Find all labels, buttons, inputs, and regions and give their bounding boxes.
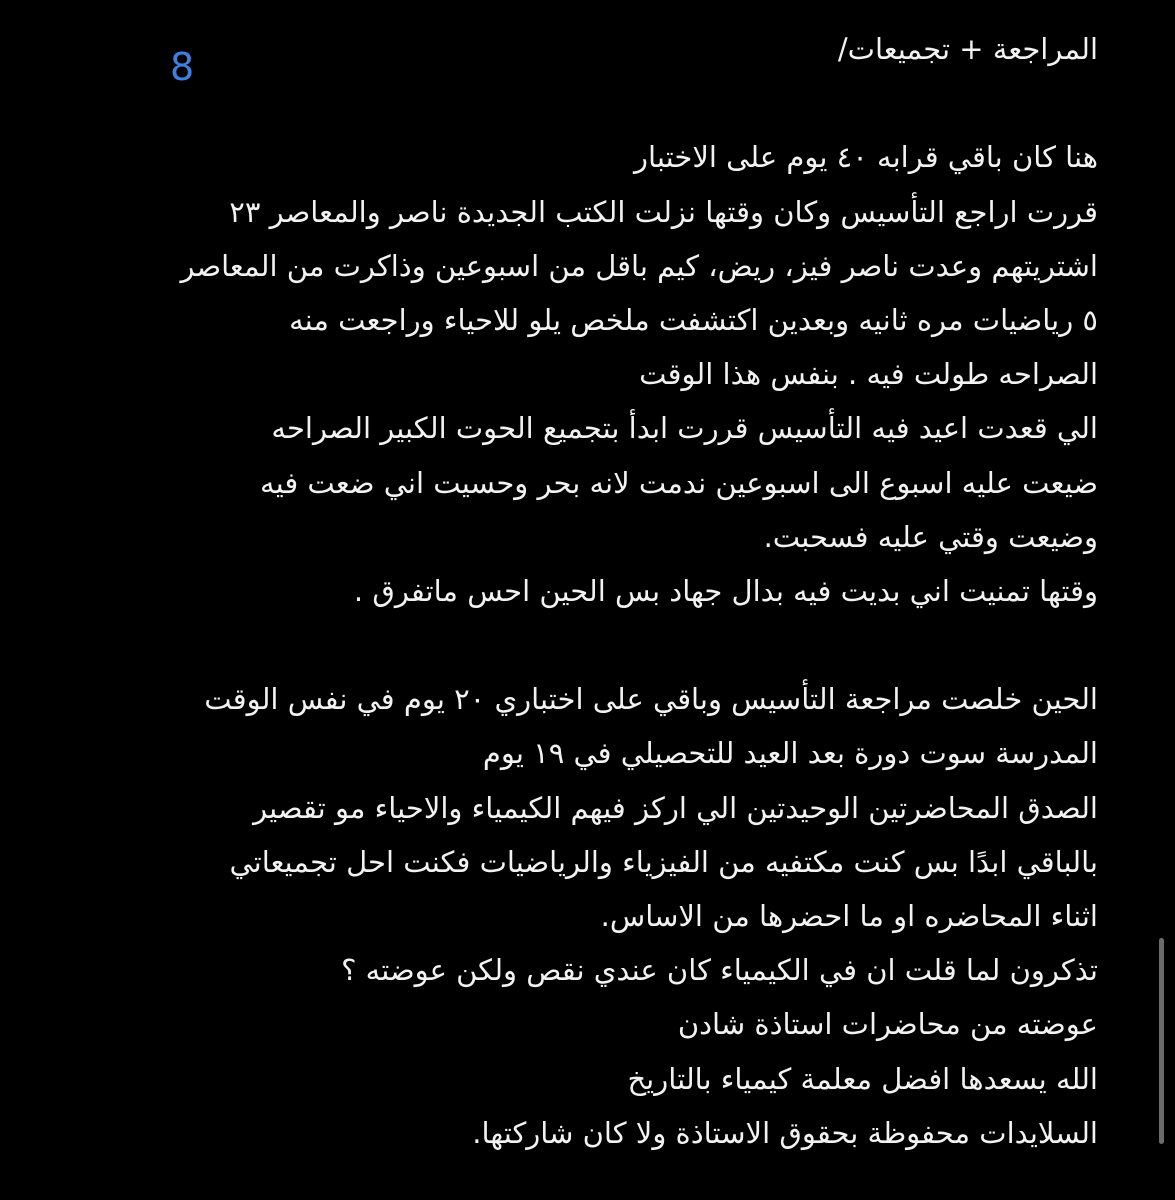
note-line: الحين خلصت مراجعة التأسيس وباقي على اختباري ٢٠ يوم في نفس الوقت xyxy=(204,682,1098,717)
note-line: المدرسة سوت دورة بعد العيد للتحصيلي في ١٩ يوم xyxy=(482,736,1098,771)
page-number: 8 xyxy=(170,45,195,89)
note-line: ٥ رياضيات مره ثانيه وبعدين اكتشفت ملخص يلو للاحياء وراجعت منه xyxy=(289,302,1098,337)
note-line: الصراحه طولت فيه . بنفس هذا الوقت xyxy=(639,357,1098,392)
note-line-blank xyxy=(68,618,1098,672)
note-line: قررت اراجع التأسيس وكان وقتها نزلت الكتب الجديدة ناصر والمعاصر ٢٣ xyxy=(229,194,1098,229)
note-line: وضيعت وقتي عليه فسحبت. xyxy=(763,519,1098,554)
note-line: اثناء المحاضره او ما احضرها من الاساس. xyxy=(600,899,1098,933)
note-line-title: المراجعة + تجميعات/ xyxy=(837,32,1098,66)
note-line: بالباقي ابدًا بس كنت مكتفيه من الفيزياء والرياضيات فكنت احل تجميعاتي xyxy=(229,844,1098,879)
note-line: السلايدات محفوظة بحقوق الاستاذة ولا كان شاركتها. xyxy=(472,1115,1098,1150)
note-line: ضيعت عليه اسبوع الى اسبوعين ندمت لانه بحر وحسيت اني ضعت فيه xyxy=(260,465,1098,500)
note-line: هنا كان باقي قرابه ٤٠ يوم على الاختبار xyxy=(634,140,1098,175)
note-line: عوضته من محاضرات استاذة شادن xyxy=(677,1007,1098,1042)
note-line: الي قعدت اعيد فيه التأسيس قررت ابدأ بتجميع الحوت الكبير الصراحه xyxy=(271,411,1098,446)
note-line: وقتها تمنيت اني بديت فيه بدال جهاد بس الحين احس ماتفرق . xyxy=(353,573,1098,608)
note-line: الله يسعدها افضل معلمة كيمياء بالتاريخ xyxy=(627,1061,1098,1096)
note-line: تذكرون لما قلت ان في الكيمياء كان عندي نقص ولكن عوضته ؟ xyxy=(341,953,1098,988)
note-line: الصدق المحاضرتين الوحيدتين الي اركز فيهم الكيمياء والاحياء مو تقصير xyxy=(253,790,1098,825)
note-line: اشتريتهم وعدت ناصر فيز، ريض، كيم باقل من اسبوعين وذاكرت من المعاصر xyxy=(180,248,1098,283)
note-line-blank xyxy=(68,76,1098,130)
scrollbar-thumb[interactable] xyxy=(1159,938,1164,1144)
note-body[interactable] xyxy=(68,22,1098,1160)
